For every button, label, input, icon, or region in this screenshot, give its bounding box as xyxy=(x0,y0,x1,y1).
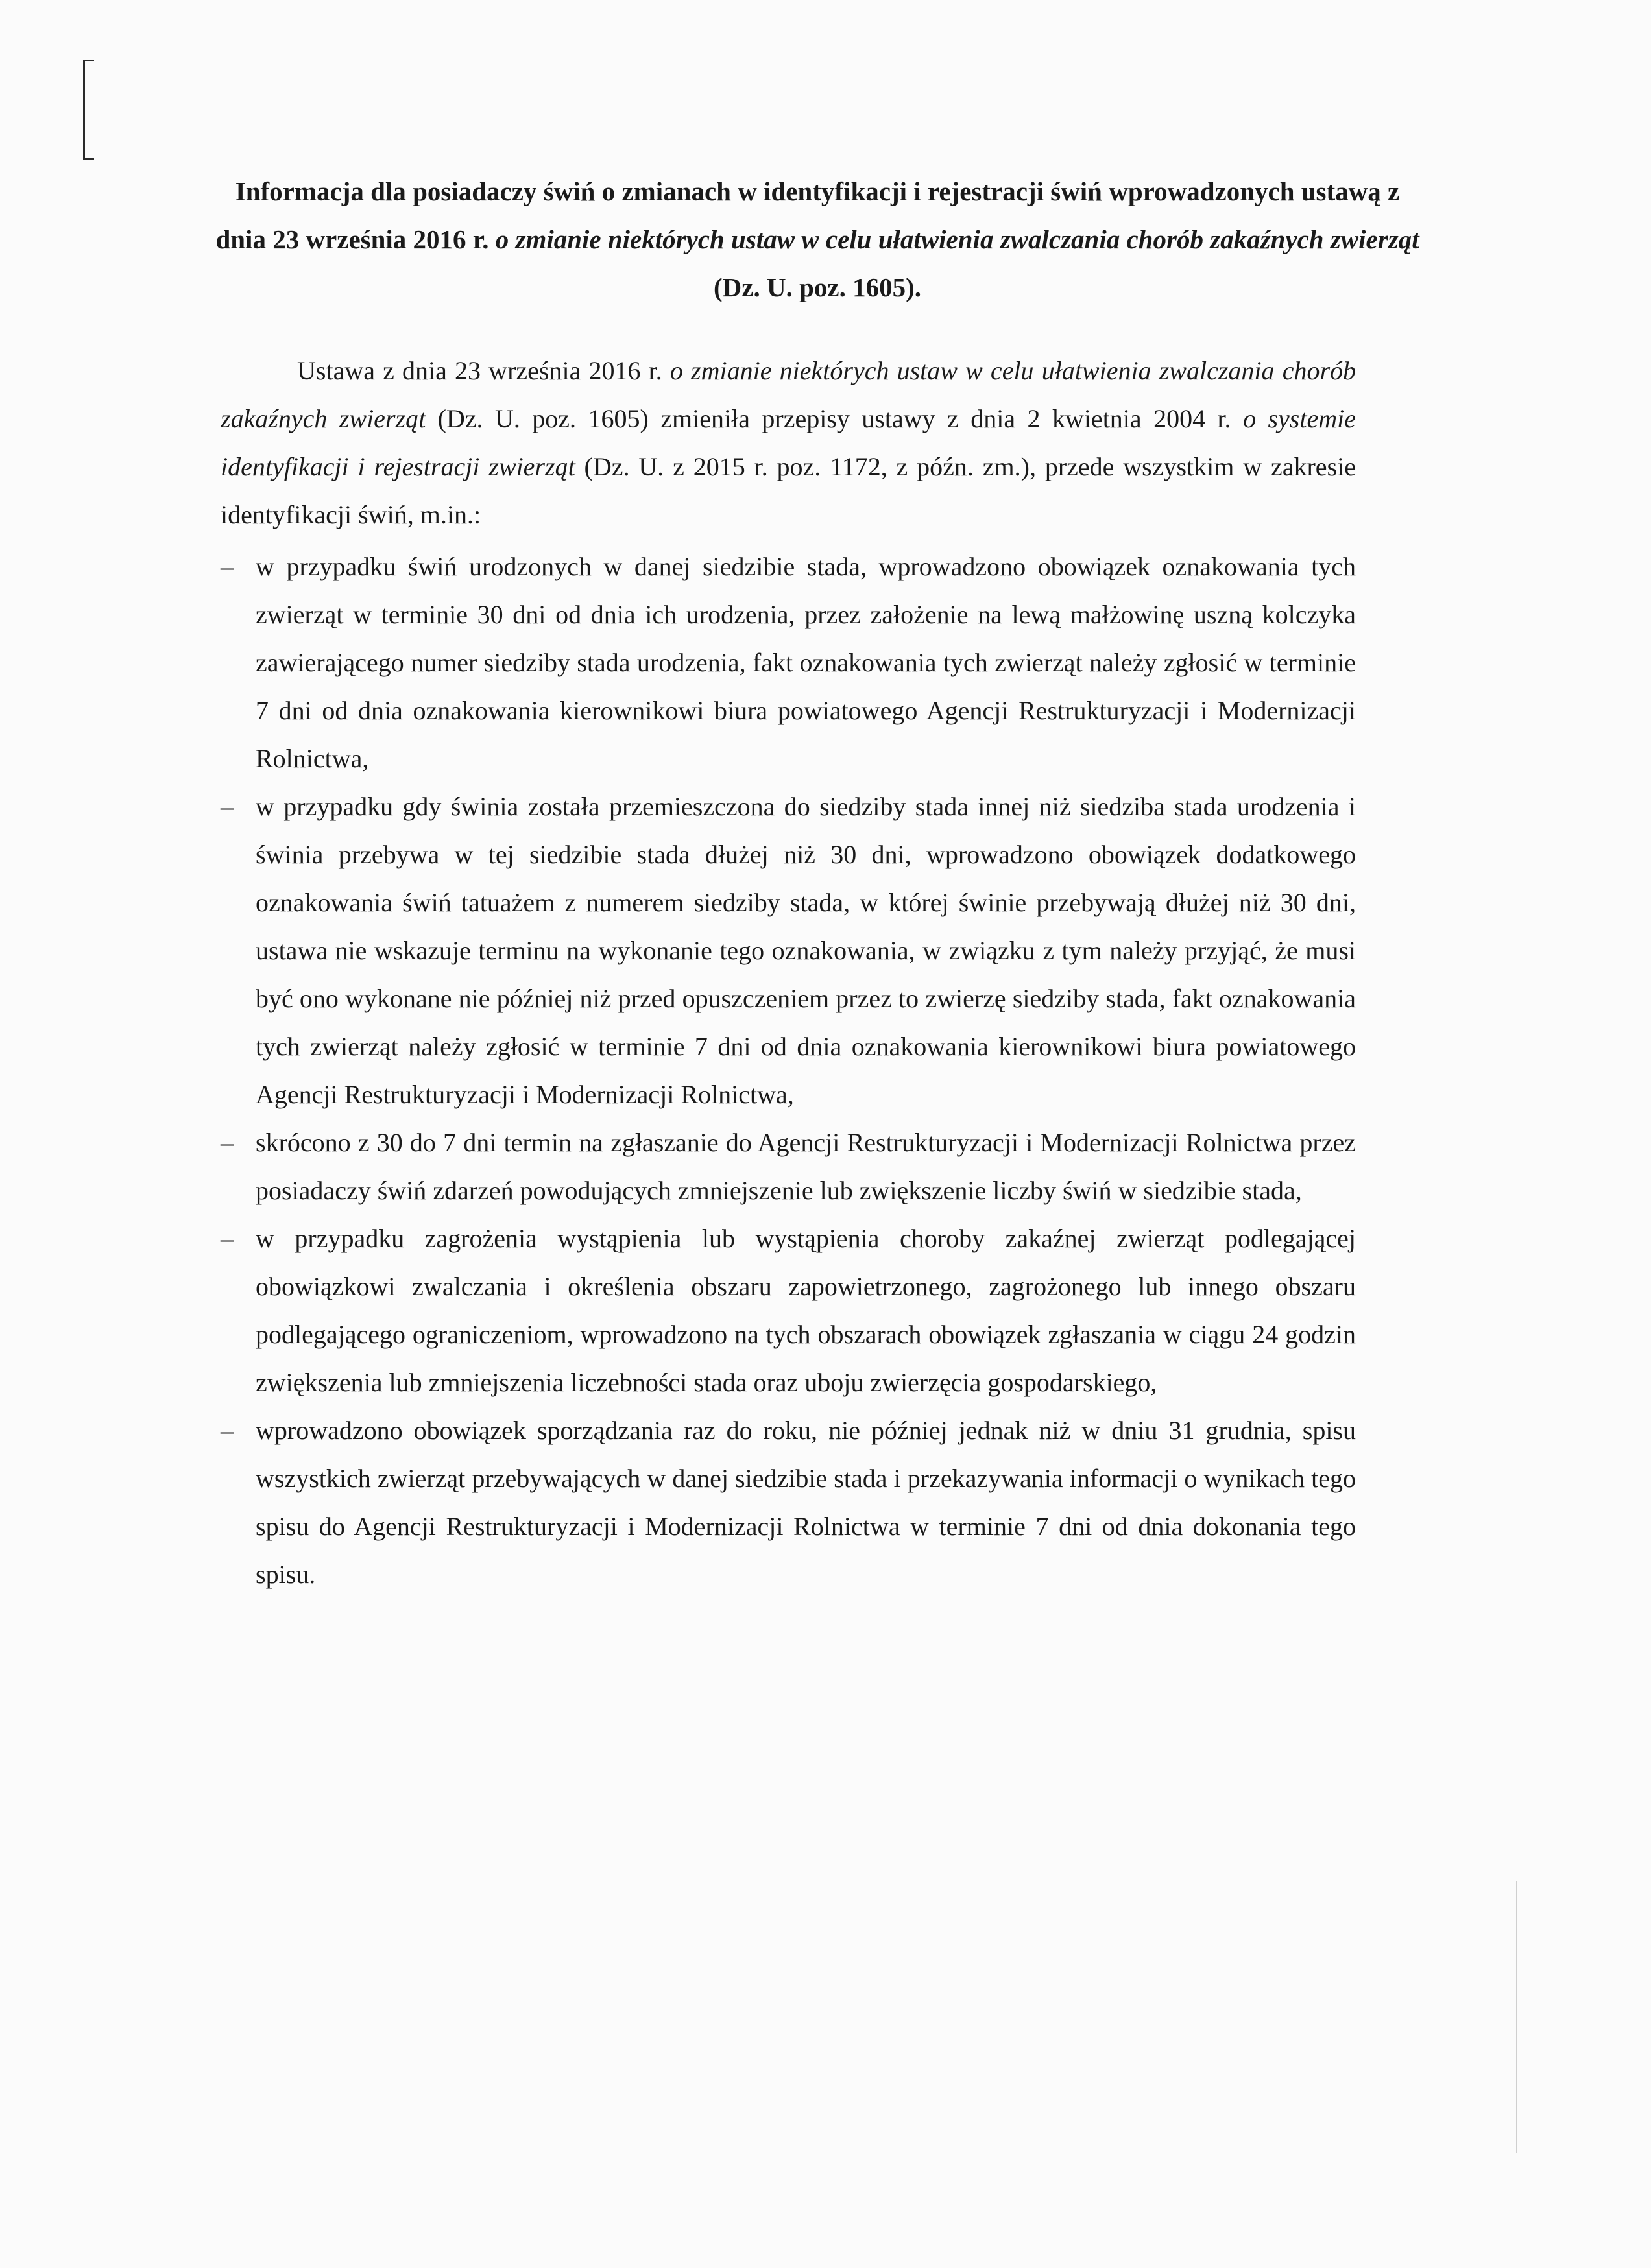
title-act-name: o zmianie niektórych ustaw w celu ułatwienia zwalczania chorób zakaźnych zwierząt xyxy=(495,224,1419,254)
list-item xyxy=(221,543,1356,783)
list-item-text: w przypadku świń urodzonych w danej siedzibie stada, wprowadzono obowiązek oznakowania tych zwierząt w terminie 30 dni od dnia ich urodzenia, przez założenie na lewą małżowinę uszną kolczyka zawierającego numer siedziby stada urodzenia, fakt oznakowania tych zwierząt należy zgłosić w terminie 7 dni od dnia oznakowania kierownikowi biura powiatowego Agencji Restrukturyzacji i Modernizacji Rolnictwa, xyxy=(256,552,1356,773)
list-item-text: w przypadku gdy świnia została przemieszczona do siedziby stada innej niż siedziba stada urodzenia i świnia przebywa w tej siedzibie stada dłużej niż 30 dni, wprowadzono obowiązek dodatkowego oznakowania świń tatuażem z numerem siedziby stada, w której świnie przebywają dłużej niż 30 dni, ustawa nie wskazuje terminu na wykonanie tego oznakowania, w związku z tym należy przyjąć, że musi być ono wykonane nie później niż przed opuszczeniem przez to zwierzę siedziby stada, fakt oznakowania tych zwierząt należy zgłosić w terminie 7 dni od dnia oznakowania kierownikowi biura powiatowego Agencji Restrukturyzacji i Modernizacji Rolnictwa, xyxy=(256,792,1356,1109)
dash-bullet: – xyxy=(221,792,234,821)
list-item-text: w przypadku zagrożenia wystąpienia lub wystąpienia choroby zakaźnej zwierząt podlegającej obowiązkowi zwalczania i określenia obszaru zapowietrzonego, zagrożonego lub innego obszaru podlegającego ograniczeniom, wprowadzono na tych obszarach obowiązek zgłaszania w ciągu 24 godzin zwiększenia lub zmniejszenia liczebności stada oraz uboju zwierzęcia gospodarskiego, xyxy=(256,1224,1356,1397)
dash-bullet: – xyxy=(221,1416,234,1445)
list-item xyxy=(221,1119,1356,1215)
document-body xyxy=(221,347,1356,1599)
intro-paragraph xyxy=(221,347,1356,539)
list-item-text: wprowadzono obowiązek sporządzania raz do roku, nie później jednak niż w dniu 31 grudnia, spisu wszystkich zwierząt przebywających w danej siedzibie stada i przekazywania informacji o wynikach tego spisu do Agencji Restrukturyzacji i Modernizacji Rolnictwa w terminie 7 dni od dnia dokonania tego spisu. xyxy=(256,1416,1356,1589)
intro-act-name: o zmianie niektórych ustaw w celu ułatwienia zwalczania chorób zakaźnych zwierząt xyxy=(221,356,1356,433)
scan-edge-line xyxy=(1516,1881,1517,2153)
list-item-text: skrócono z 30 do 7 dni termin na zgłaszanie do Agencji Restrukturyzacji i Modernizacji Rolnictwa przez posiadaczy świń zdarzeń powodujących zmniejszenie lub zwiększenie liczby świń w siedzibie stada, xyxy=(256,1128,1356,1205)
intro-text-1: Ustawa z dnia 23 września 2016 r. xyxy=(297,356,670,385)
intro-text-3: (Dz. U. z 2015 r. poz. 1172, z późn. zm.), przede wszystkim w zakresie identyfikacji świń, m.in.: xyxy=(221,452,1356,529)
list-item xyxy=(221,783,1356,1119)
changes-list xyxy=(221,543,1356,1599)
dash-bullet: – xyxy=(221,1128,234,1157)
dash-bullet: – xyxy=(221,1224,234,1253)
title-citation: (Dz. U. poz. 1605). xyxy=(714,272,921,302)
dash-bullet: – xyxy=(221,552,234,581)
title-text: Informacja dla posiadaczy świń o zmianach w identyfikacji i rejestracji świń wprowadzonych ustawą z dnia 23 września 2016 r. xyxy=(215,176,1400,254)
list-item xyxy=(221,1407,1356,1599)
intro-text-2: (Dz. U. poz. 1605) zmieniła przepisy ustawy z dnia 2 kwietnia 2004 r. xyxy=(426,404,1244,433)
margin-bracket-mark xyxy=(83,60,94,160)
intro-law-name: o systemie identyfikacji i rejestracji zwierząt xyxy=(221,404,1356,481)
document-title xyxy=(214,167,1421,311)
list-item xyxy=(221,1215,1356,1407)
